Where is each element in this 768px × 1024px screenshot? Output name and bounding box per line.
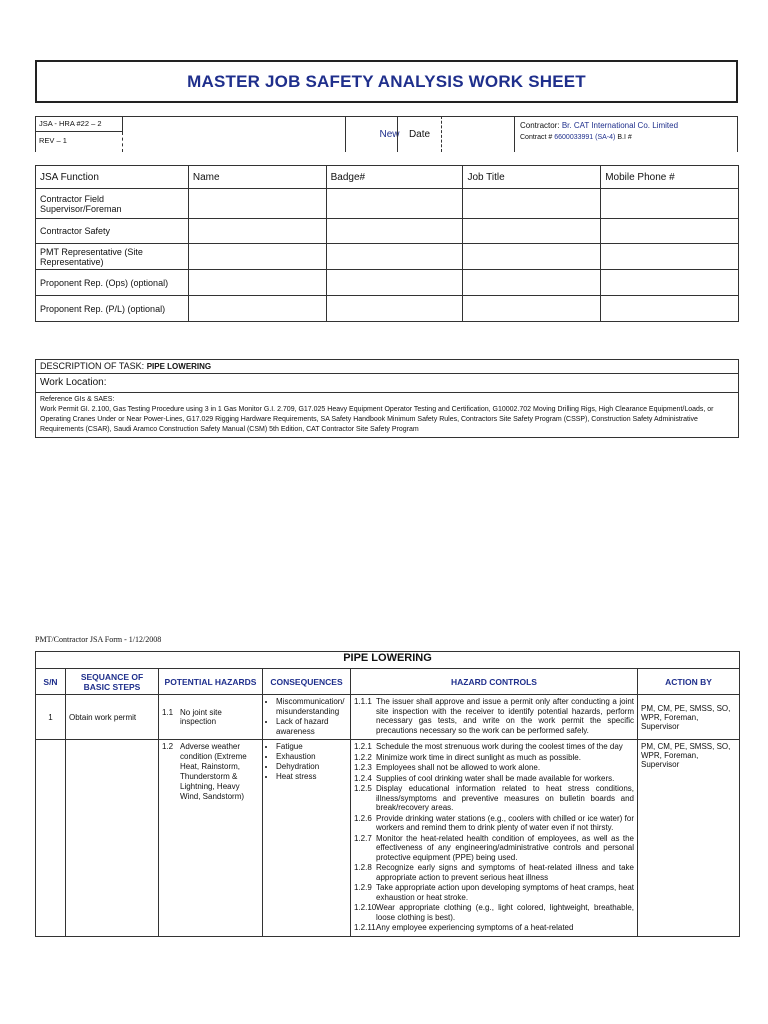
control-number: 1.2.2 xyxy=(354,752,372,762)
col-jsa-function: JSA Function xyxy=(36,166,189,189)
control-number: 1.2.9 xyxy=(354,883,372,892)
revision xyxy=(35,132,123,152)
table-row xyxy=(36,695,740,740)
control-text: Take appropriate action upon developing symptoms of heat cramps, heat exhaustion or heat stroke. xyxy=(376,883,634,902)
page-title: MASTER JOB SAFETY ANALYSIS WORK SHEET xyxy=(187,71,586,91)
control-number: 1.2.3 xyxy=(354,763,372,772)
col-action-by: ACTION BY xyxy=(638,669,740,695)
action-by-cell: PM, CM, PE, SMSS, SO, WPR, Foreman, Supervisor xyxy=(638,695,740,740)
task-label: DESCRIPTION OF TASK: xyxy=(40,361,145,371)
contract-sa: (SA-4) xyxy=(595,134,616,141)
control-number: 1.2.6 xyxy=(354,813,372,823)
control-item xyxy=(354,697,634,735)
control-text: Employees shall not be allowed to work alone. xyxy=(376,763,541,772)
job-title-field[interactable] xyxy=(463,189,601,219)
control-text: Any employee experiencing symptoms of a heat-related xyxy=(376,923,574,932)
consequence-item: • Lack of hazard awareness xyxy=(276,717,347,737)
references-text: Work Permit GI. 2.100, Gas Testing Procedure using 3 in 1 Gas Monitor G.I. 2.709, G17.025 Heavy Equipment Operator Testing and Certification, G10002.702 Moving Drilling Rigs, High Clearance Equipment/Loads, or Operating Cranes Under or Near Power-Lines, G17.029 Rigging Hardware Requirements, SA Safety Handbook Minimum Safety Rules, Contractors Site Safety Program (CSSP), Construction Safety Administrative Requirements (CSAR), Saudi Aramco Construction Safety Manual (CSM) 5th Edition, CAT Contractor Site Safety Program xyxy=(40,406,714,433)
col-badge: Badge# xyxy=(326,166,463,189)
personnel-table xyxy=(35,165,739,322)
references-label: Reference GIs & SAES: xyxy=(40,396,115,403)
control-item xyxy=(354,834,634,863)
form-footer: PMT/Contractor JSA Form - 1/12/2008 xyxy=(35,635,162,644)
consequence-item: • Fatigue xyxy=(276,742,347,752)
consequence-item: • Miscommunication/ misunderstanding xyxy=(276,697,347,717)
col-hazards: POTENTIAL HAZARDS xyxy=(159,669,263,695)
control-text: Provide drinking water stations (e.g., coolers with chilled or ice water) for workers and remind them to drink plenty of water even if not thirsty. xyxy=(376,813,634,832)
badge-field[interactable] xyxy=(326,219,463,244)
name-field[interactable] xyxy=(188,244,326,270)
date-label: Date xyxy=(408,128,431,140)
control-item xyxy=(354,923,634,933)
analysis-header-row xyxy=(36,669,740,695)
contractor-label: Contractor: xyxy=(520,121,560,130)
consequence-item: • Exhaustion xyxy=(276,752,347,762)
mobile-field[interactable] xyxy=(601,296,739,322)
control-text: The issuer shall approve and issue a permit only after conducting a joint site inspection with the receiver to identify potential hazards, perform necessary gas tests, and write on the work permit the specific precautions necessary so the work can be performed safely. xyxy=(376,697,634,735)
step-text: Obtain work permit xyxy=(66,695,159,740)
table-row xyxy=(36,740,740,937)
job-title-field[interactable] xyxy=(463,296,601,322)
work-location-row xyxy=(36,374,738,393)
mobile-field[interactable] xyxy=(601,244,739,270)
badge-field[interactable] xyxy=(326,244,463,270)
control-text: Wear appropriate clothing (e.g., light colored, lightweight, breathable, loose clothing is best). xyxy=(376,903,634,922)
table-row xyxy=(36,219,739,244)
consequence-item: • Dehydration xyxy=(276,762,347,772)
analysis-caption: PIPE LOWERING xyxy=(36,652,740,669)
task-value: PIPE LOWERING xyxy=(146,362,212,371)
hazard-number: 1.1 xyxy=(162,708,174,717)
jsa-function: Contractor Field Supervisor/Foreman xyxy=(36,189,189,219)
consequences-cell xyxy=(263,695,351,740)
task-description-box xyxy=(35,359,739,438)
contractor-cell xyxy=(514,116,738,152)
jsa-function: Proponent Rep. (Ops) (optional) xyxy=(36,270,189,296)
header-top-rule xyxy=(35,116,738,117)
badge-field[interactable] xyxy=(326,189,463,219)
consequences-cell xyxy=(263,740,351,937)
status-text: New xyxy=(379,128,400,140)
hazard-cell xyxy=(159,695,263,740)
name-field[interactable] xyxy=(188,270,326,296)
control-number: 1.2.8 xyxy=(354,863,372,872)
step-text-empty xyxy=(66,740,159,937)
col-steps: SEQUANCE OF BASIC STEPS xyxy=(66,669,159,695)
control-item xyxy=(354,753,634,763)
control-item xyxy=(354,863,634,882)
col-sn: S/N xyxy=(36,669,66,695)
controls-cell xyxy=(351,695,638,740)
badge-field[interactable] xyxy=(326,296,463,322)
action-by-cell: PM, CM, PE, SMSS, SO, WPR, Foreman, Supervisor xyxy=(638,740,740,937)
control-number: 1.2.4 xyxy=(354,773,372,783)
revision-text: REV – 1 xyxy=(39,136,67,145)
hazard-cell xyxy=(159,740,263,937)
controls-cell xyxy=(351,740,638,937)
control-text: Supplies of cool drinking water shall be made available for workers. xyxy=(376,773,615,783)
col-job-title: Job Title xyxy=(463,166,601,189)
mobile-field[interactable] xyxy=(601,219,739,244)
control-item xyxy=(354,742,634,752)
control-item xyxy=(354,774,634,784)
hazard-text: No joint site inspection xyxy=(180,708,222,726)
job-title-field[interactable] xyxy=(463,219,601,244)
col-mobile: Mobile Phone # xyxy=(601,166,739,189)
control-number: 1.1.1 xyxy=(354,697,372,706)
table-row xyxy=(36,244,739,270)
control-text: Monitor the heat-related health condition of employees, as well as the effectiveness of any engineering/administrative controls and personal protective equipment (PPE) being used. xyxy=(376,833,634,862)
control-item xyxy=(354,763,634,773)
name-field[interactable] xyxy=(188,219,326,244)
control-number: 1.2.11 xyxy=(354,923,376,932)
header-block xyxy=(35,116,738,152)
bi-label: B.I # xyxy=(617,134,632,141)
jsa-function: Contractor Safety xyxy=(36,219,189,244)
date-value-cell xyxy=(441,116,514,152)
table-row xyxy=(36,270,739,296)
control-item xyxy=(354,883,634,902)
hazard-number: 1.2 xyxy=(162,742,174,751)
references-row xyxy=(36,393,738,437)
jsa-number xyxy=(35,116,123,132)
jsa-number-text: JSA - HRA #22 – 2 xyxy=(39,119,102,128)
contract-number: 6600033991 xyxy=(554,134,594,141)
contract-label: Contract # xyxy=(520,134,553,141)
col-consequences: CONSEQUENCES xyxy=(263,669,351,695)
jsa-function: Proponent Rep. (P/L) (optional) xyxy=(36,296,189,322)
control-number: 1.2.7 xyxy=(354,833,372,843)
step-number: 1 xyxy=(36,695,66,740)
table-row xyxy=(36,189,739,219)
date-label-cell xyxy=(397,116,441,152)
mobile-field[interactable] xyxy=(601,189,739,219)
contractor-name: Br. CAT International Co. Limited xyxy=(561,121,679,130)
consequence-item: • Heat stress xyxy=(276,772,347,782)
title-box xyxy=(35,60,738,103)
mobile-field[interactable] xyxy=(601,270,739,296)
control-text: Recognize early signs and symptoms of heat-related illness and take appropriate action to prevent serious heat illness xyxy=(376,863,634,882)
control-number: 1.2.5 xyxy=(354,784,372,793)
jsa-function: PMT Representative (Site Representative) xyxy=(36,244,189,270)
hazard-analysis-table xyxy=(35,651,740,937)
control-item xyxy=(354,814,634,833)
name-field[interactable] xyxy=(188,296,326,322)
job-title-field[interactable] xyxy=(463,270,601,296)
task-description-row xyxy=(36,360,738,374)
table-row xyxy=(36,296,739,322)
control-text: Minimize work time in direct sunlight as much as possible. xyxy=(376,752,581,762)
col-controls: HAZARD CONTROLS xyxy=(351,669,638,695)
step-number-empty xyxy=(36,740,66,937)
personnel-header-row xyxy=(36,166,739,189)
hazard-text: Adverse weather condition (Extreme Heat, Rainstorm, Thunderstorm & Lightning, Heavy Wind, Sandstorm) xyxy=(180,742,247,801)
control-item xyxy=(354,903,634,922)
col-name: Name xyxy=(188,166,326,189)
badge-field[interactable] xyxy=(326,270,463,296)
work-location-label: Work Location: xyxy=(40,377,107,388)
control-number: 1.2.10 xyxy=(354,903,377,912)
control-text: Display educational information related to heat stress conditions, illness/symptoms and preventive measures on bulletin boards and break/recovery areas. xyxy=(376,784,634,812)
control-item xyxy=(354,784,634,813)
control-number: 1.2.1 xyxy=(354,742,372,751)
name-field[interactable] xyxy=(188,189,326,219)
job-title-field[interactable] xyxy=(463,244,601,270)
control-text: Schedule the most strenuous work during the coolest times of the day xyxy=(376,742,623,751)
